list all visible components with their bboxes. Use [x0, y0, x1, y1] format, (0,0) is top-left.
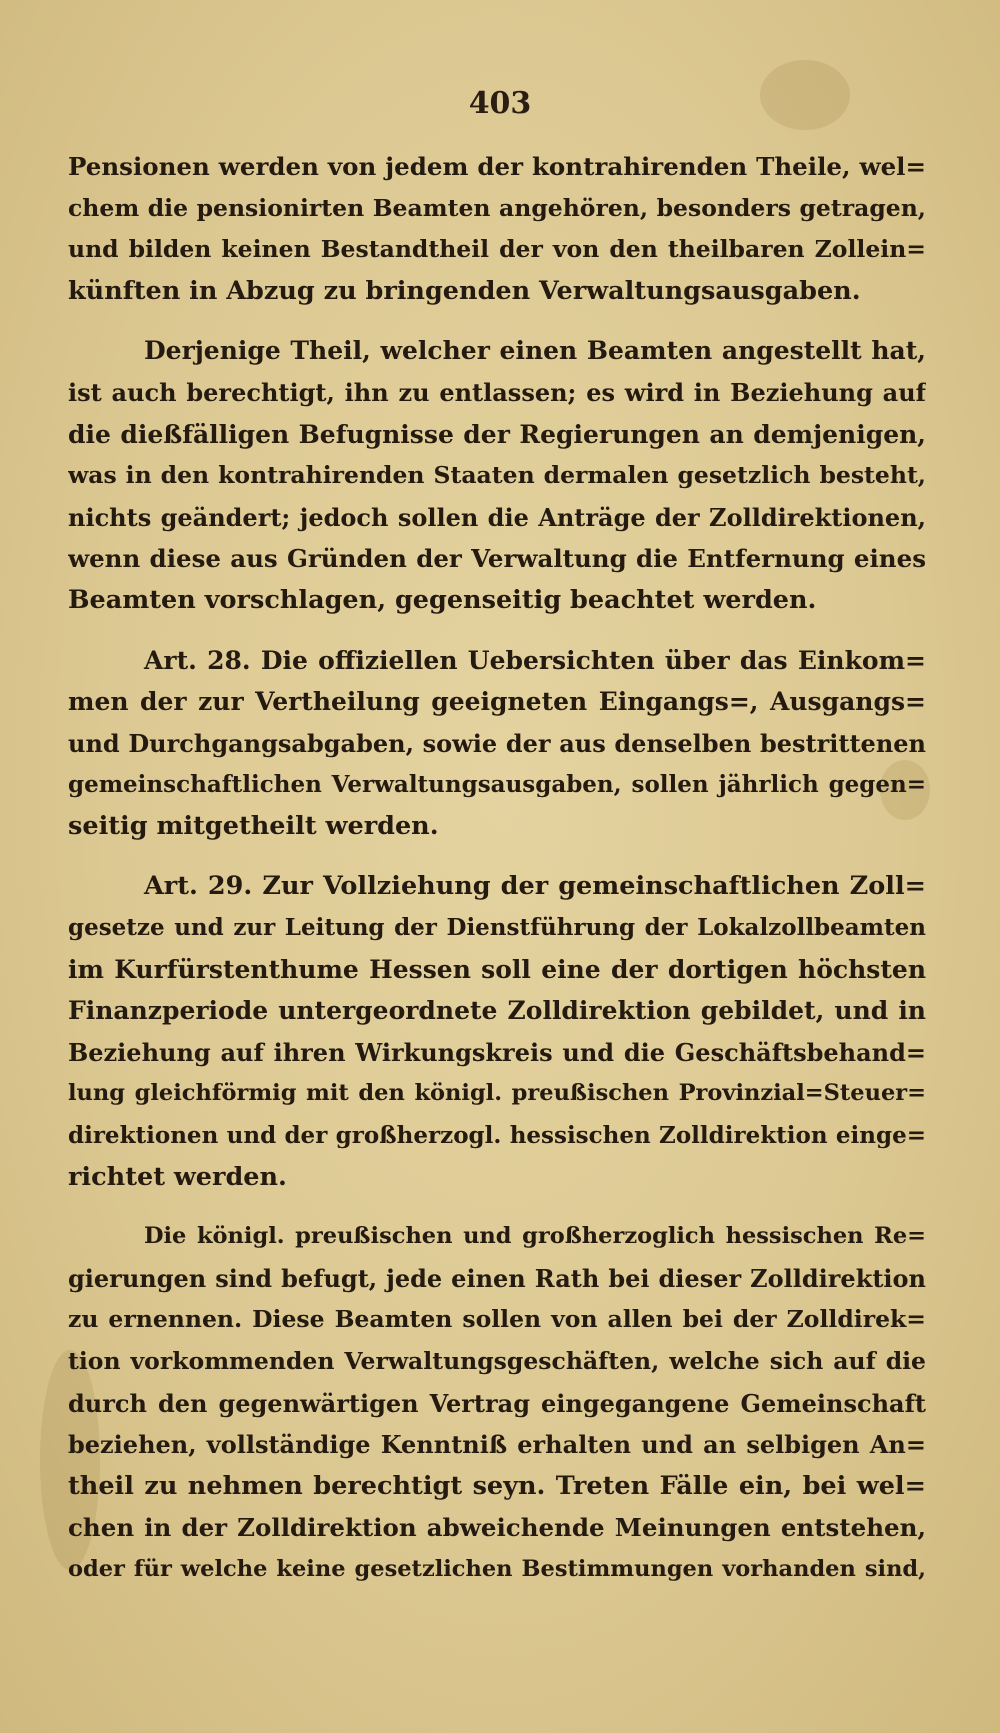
text-line: direktionen und der großherzogl. hessischen Zolldirektion einge=: [68, 1122, 926, 1150]
text-line: Beziehung auf ihren Wirkungskreis und die Geschäftsbehand=: [68, 1037, 926, 1067]
text-line: oder für welche keine gesetzlichen Bestimmungen vorhanden sind,: [68, 1556, 926, 1582]
text-line: beziehen, vollständige Kenntniß erhalten und an selbigen An=: [68, 1430, 926, 1460]
text-line: und Durchgangsabgaben, sowie der aus denselben bestrittenen: [68, 728, 926, 758]
text-line: und bilden keinen Bestandtheil der von den theilbaren Zollein=: [68, 235, 926, 264]
text-line: chem die pensionirten Beamten angehören, besonders getragen,: [68, 193, 926, 222]
text-line: zu ernennen. Diese Beamten sollen von allen bei der Zolldirek=: [68, 1305, 926, 1334]
text-line: Finanzperiode untergeordnete Zolldirektion gebildet, und in: [68, 996, 926, 1026]
text-line: richtet werden.: [68, 1161, 287, 1192]
text-line: nichts geändert; jedoch sollen die Anträge der Zolldirektionen,: [68, 502, 926, 532]
text-line: seitig mitgetheilt werden.: [68, 810, 439, 841]
text-line: künften in Abzug zu bringenden Verwaltungsausgaben.: [68, 275, 861, 306]
text-line: wenn diese aus Gründen der Verwaltung die Entfernung eines: [68, 544, 926, 574]
text-line: gierungen sind befugt, jede einen Rath bei dieser Zolldirektion: [68, 1263, 926, 1293]
text-line: Beamten vorschlagen, gegenseitig beachtet werden.: [68, 584, 817, 615]
text-line: tion vorkommenden Verwaltungsgeschäften, welche sich auf die: [68, 1347, 926, 1376]
text-line: gemeinschaftlichen Verwaltungsausgaben, sollen jährlich gegen=: [68, 771, 926, 799]
body-text: [68, 146, 926, 1591]
text-line: Art. 28. Die offiziellen Uebersichten über das Einkom=: [144, 645, 926, 675]
text-line: was in den kontrahirenden Staaten dermalen gesetzlich besteht,: [68, 461, 926, 490]
text-line: theil zu nehmen berechtigt seyn. Treten Fälle ein, bei wel=: [68, 1470, 926, 1501]
text-line: durch den gegenwärtigen Vertrag eingegangene Gemeinschaft: [68, 1388, 926, 1418]
page-number: 403: [468, 86, 532, 121]
text-line: gesetze und zur Leitung der Dienstführung der Lokalzollbeamten: [68, 914, 926, 942]
text-line: lung gleichförmig mit den königl. preußischen Provinzial=Steuer=: [68, 1080, 926, 1107]
text-line: im Kurfürstenthume Hessen soll eine der dortigen höchsten: [68, 954, 926, 984]
text-line: Pensionen werden von jedem der kontrahirenden Theile, wel=: [68, 152, 926, 181]
text-line: Derjenige Theil, welcher einen Beamten angestellt hat,: [144, 336, 926, 366]
text-line: Die königl. preußischen und großherzoglich hessischen Re=: [144, 1223, 926, 1250]
text-line: Art. 29. Zur Vollziehung der gemeinschaftlichen Zoll=: [144, 870, 926, 901]
text-line: ist auch berechtigt, ihn zu entlassen; es wird in Beziehung auf: [68, 377, 926, 407]
text-line: chen in der Zolldirektion abweichende Meinungen entstehen,: [68, 1513, 926, 1543]
text-line: die dießfälligen Befugnisse der Regierungen an demjenigen,: [68, 419, 926, 449]
text-line: men der zur Vertheilung geeigneten Eingangs=, Ausgangs=: [68, 687, 926, 717]
